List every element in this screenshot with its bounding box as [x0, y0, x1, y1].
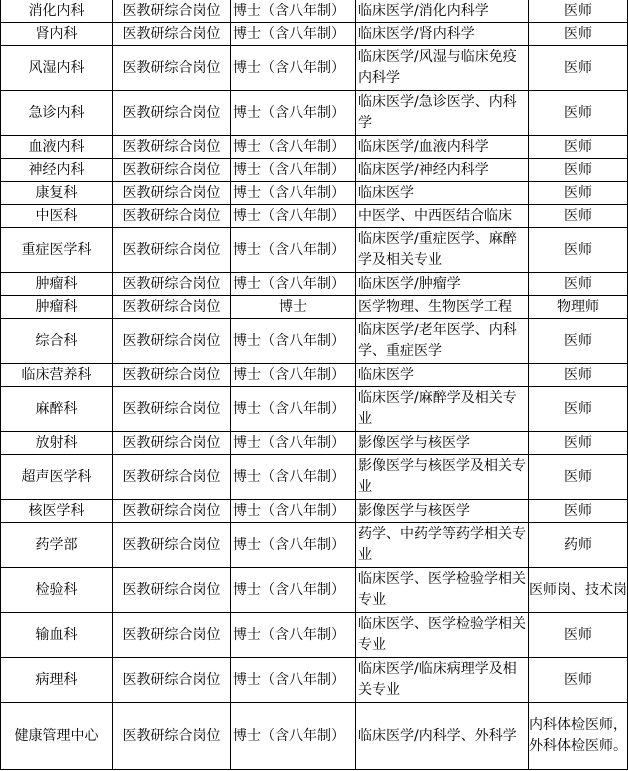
department-cell: 检验科	[1, 568, 113, 613]
major-cell: 临床医学/麻醉学及相关专业	[356, 387, 529, 432]
table-row	[1, 136, 628, 159]
table-row	[1, 613, 628, 658]
education-cell: 博士（含八年制）	[231, 159, 356, 182]
role-cell: 医师	[529, 387, 628, 432]
major-cell: 中医学、中西医结合临床	[356, 205, 529, 228]
post-cell: 医教研综合岗位	[113, 364, 231, 387]
table-row	[1, 46, 628, 91]
department-cell: 超声医学科	[1, 455, 113, 500]
department-cell: 病理科	[1, 658, 113, 703]
department-cell: 中医科	[1, 205, 113, 228]
post-cell: 医教研综合岗位	[113, 568, 231, 613]
post-cell: 医教研综合岗位	[113, 205, 231, 228]
table-row	[1, 273, 628, 296]
table-row	[1, 523, 628, 568]
education-cell: 博士（含八年制）	[231, 182, 356, 205]
department-cell: 血液内科	[1, 136, 113, 159]
department-cell: 健康管理中心	[1, 703, 113, 770]
education-cell: 博士（含八年制）	[231, 228, 356, 273]
table-row	[1, 205, 628, 228]
major-cell: 影像医学与核医学	[356, 500, 529, 523]
major-cell: 临床医学/肾内科学	[356, 23, 529, 46]
major-cell: 医学物理、生物医学工程	[356, 296, 529, 319]
role-cell: 医师	[529, 319, 628, 364]
post-cell: 医教研综合岗位	[113, 136, 231, 159]
table-row	[1, 432, 628, 455]
role-cell: 物理师	[529, 296, 628, 319]
major-cell: 临床医学	[356, 364, 529, 387]
education-cell: 博士（含八年制）	[231, 46, 356, 91]
department-cell: 综合科	[1, 319, 113, 364]
education-cell: 博士（含八年制）	[231, 387, 356, 432]
role-cell: 医师	[529, 432, 628, 455]
department-cell: 药学部	[1, 523, 113, 568]
role-cell: 医师	[529, 182, 628, 205]
department-cell: 肿瘤科	[1, 273, 113, 296]
department-cell: 输血科	[1, 613, 113, 658]
post-cell: 医教研综合岗位	[113, 273, 231, 296]
post-cell: 医教研综合岗位	[113, 613, 231, 658]
table-row	[1, 228, 628, 273]
education-cell: 博士（含八年制）	[231, 432, 356, 455]
education-cell: 博士（含八年制）	[231, 273, 356, 296]
post-cell: 医教研综合岗位	[113, 228, 231, 273]
major-cell: 影像医学与核医学及相关专业	[356, 455, 529, 500]
role-cell: 药师	[529, 523, 628, 568]
table-row	[1, 319, 628, 364]
major-cell: 临床医学/老年医学、内科学、重症医学	[356, 319, 529, 364]
post-cell: 医教研综合岗位	[113, 387, 231, 432]
role-cell: 医师	[529, 273, 628, 296]
role-cell: 医师	[529, 23, 628, 46]
table-row	[1, 568, 628, 613]
table-row	[1, 91, 628, 136]
department-cell: 核医学科	[1, 500, 113, 523]
post-cell: 医教研综合岗位	[113, 500, 231, 523]
role-cell: 医师岗、技术岗	[529, 568, 628, 613]
post-cell: 医教研综合岗位	[113, 296, 231, 319]
major-cell: 临床医学/临床病理学及相关专业	[356, 658, 529, 703]
role-cell: 医师	[529, 364, 628, 387]
education-cell: 博士（含八年制）	[231, 0, 356, 23]
table-row	[1, 159, 628, 182]
education-cell: 博士（含八年制）	[231, 500, 356, 523]
post-cell: 医教研综合岗位	[113, 0, 231, 23]
post-cell: 医教研综合岗位	[113, 46, 231, 91]
role-cell: 医师	[529, 0, 628, 23]
role-cell: 医师	[529, 205, 628, 228]
education-cell: 博士（含八年制）	[231, 136, 356, 159]
education-cell: 博士（含八年制）	[231, 455, 356, 500]
department-cell: 康复科	[1, 182, 113, 205]
role-cell: 医师	[529, 228, 628, 273]
role-cell: 医师	[529, 46, 628, 91]
major-cell: 临床医学、医学检验学相关专业	[356, 613, 529, 658]
education-cell: 博士（含八年制）	[231, 364, 356, 387]
major-cell: 影像医学与核医学	[356, 432, 529, 455]
major-cell: 临床医学/内科学、外科学	[356, 703, 529, 770]
department-cell: 肾内科	[1, 23, 113, 46]
education-cell: 博士（含八年制）	[231, 613, 356, 658]
department-cell: 肿瘤科	[1, 296, 113, 319]
table-row	[1, 182, 628, 205]
post-cell: 医教研综合岗位	[113, 182, 231, 205]
major-cell: 临床医学/重症医学、麻醉学及相关专业	[356, 228, 529, 273]
education-cell: 博士（含八年制）	[231, 91, 356, 136]
role-cell: 医师	[529, 613, 628, 658]
role-cell: 医师	[529, 159, 628, 182]
role-cell: 医师	[529, 91, 628, 136]
major-cell: 临床医学/消化内科学	[356, 0, 529, 23]
table-row	[1, 0, 628, 23]
major-cell: 临床医学/肿瘤学	[356, 273, 529, 296]
table-row	[1, 658, 628, 703]
major-cell: 临床医学	[356, 182, 529, 205]
role-cell: 内科体检医师，外科体检医师。	[529, 703, 628, 770]
education-cell: 博士（含八年制）	[231, 23, 356, 46]
post-cell: 医教研综合岗位	[113, 319, 231, 364]
department-cell: 消化内科	[1, 0, 113, 23]
role-cell: 医师	[529, 455, 628, 500]
education-cell: 博士（含八年制）	[231, 319, 356, 364]
department-cell: 神经内科	[1, 159, 113, 182]
education-cell: 博士（含八年制）	[231, 703, 356, 770]
post-cell: 医教研综合岗位	[113, 159, 231, 182]
table-row	[1, 455, 628, 500]
post-cell: 医教研综合岗位	[113, 23, 231, 46]
role-cell: 医师	[529, 658, 628, 703]
department-cell: 急诊内科	[1, 91, 113, 136]
post-cell: 医教研综合岗位	[113, 703, 231, 770]
department-cell: 麻醉科	[1, 387, 113, 432]
department-cell: 临床营养科	[1, 364, 113, 387]
table-row	[1, 364, 628, 387]
major-cell: 临床医学、医学检验学相关专业	[356, 568, 529, 613]
major-cell: 临床医学/血液内科学	[356, 136, 529, 159]
post-cell: 医教研综合岗位	[113, 455, 231, 500]
post-cell: 医教研综合岗位	[113, 523, 231, 568]
table-row	[1, 387, 628, 432]
role-cell: 医师	[529, 136, 628, 159]
table-row	[1, 296, 628, 319]
education-cell: 博士（含八年制）	[231, 205, 356, 228]
major-cell: 临床医学/神经内科学	[356, 159, 529, 182]
table-row	[1, 23, 628, 46]
major-cell: 临床医学/风湿与临床免疫内科学	[356, 46, 529, 91]
department-cell: 重症医学科	[1, 228, 113, 273]
education-cell: 博士（含八年制）	[231, 658, 356, 703]
department-cell: 放射科	[1, 432, 113, 455]
role-cell: 医师	[529, 500, 628, 523]
education-cell: 博士（含八年制）	[231, 568, 356, 613]
major-cell: 临床医学/急诊医学、内科学	[356, 91, 529, 136]
table-row	[1, 703, 628, 770]
post-cell: 医教研综合岗位	[113, 91, 231, 136]
education-cell: 博士（含八年制）	[231, 523, 356, 568]
post-cell: 医教研综合岗位	[113, 432, 231, 455]
post-cell: 医教研综合岗位	[113, 658, 231, 703]
table-row	[1, 500, 628, 523]
department-cell: 风湿内科	[1, 46, 113, 91]
major-cell: 药学、中药学等药学相关专业	[356, 523, 529, 568]
education-cell: 博士	[231, 296, 356, 319]
